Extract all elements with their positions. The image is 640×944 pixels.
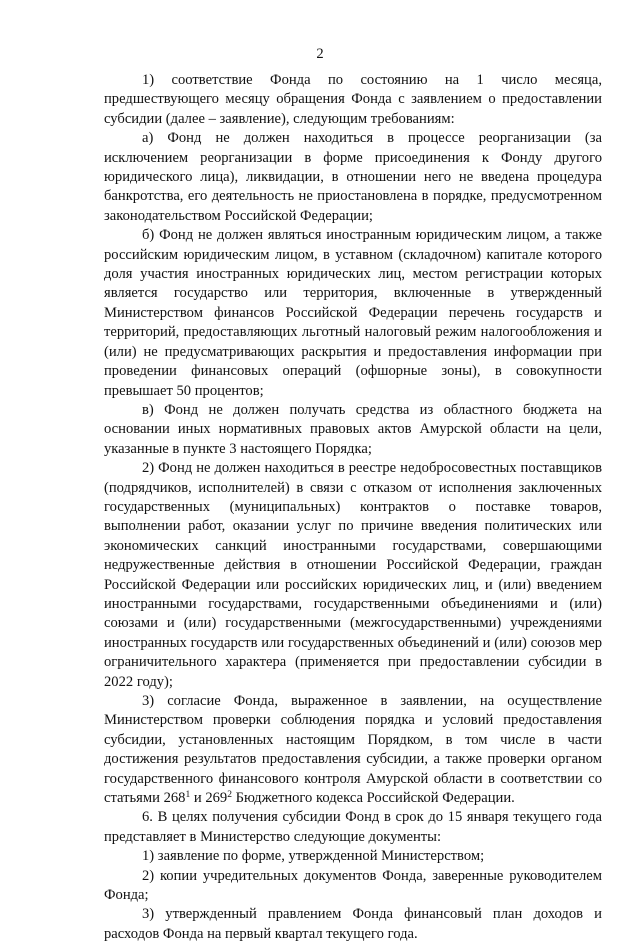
paragraph-requirement-1b: б) Фонд не должен являться иностранным юридическим лицом, а также российским юридическим лицом, в уставном (складочном) капитале которого доля участия иностранных юридических лиц, местом регистрации которых является государство или территория, включенные в утвержденный Министерством финансов Российской Федерации перечень государств и территорий, предоставляющих льготный налоговый режим налогообложения и (или) не предусматривающих раскрытия и предоставления информации при проведении финансовых операций (офшорные зоны), в совокупности превышает 50 процентов; [104, 227, 602, 399]
paragraph-requirement-3-mid: и 269 [190, 790, 228, 807]
paragraph-document-2: 2) копии учредительных документов Фонда, заверенные руководителем Фонда; [104, 867, 602, 904]
paragraph-requirement-3-text: 3) согласие Фонда, выраженное в заявлении, на осуществление Министерством проверки соблюдения порядка и условий предоставления субсидии, установленных настоящим Порядком, в том числе в части достижения результатов предоставления субсидии, а также проверки органом государственного финансового контроля Амурской области в соответствии со статьями 268 [104, 693, 602, 807]
article-269-superscript: 2 [227, 790, 232, 801]
paragraph-requirement-1c: в) Фонд не должен получать средства из областного бюджета на основании иных нормативных правовых актов Амурской области на цели, указанные в пункте 3 настоящего Порядка; [104, 401, 602, 457]
document-body [104, 71, 602, 944]
paragraph-requirement-3-end: Бюджетного кодекса Российской Федерации. [231, 790, 515, 807]
article-268-superscript: 1 [185, 790, 191, 801]
paragraph-document-1: 1) заявление по форме, утвержденной Министерством; [142, 848, 485, 865]
paragraph-section-6: 6. В целях получения субсидии Фонд в срок до 15 января текущего года представляет в Министерство следующие документы: [104, 809, 602, 845]
paragraph-requirement-1: 1) соответствие Фонда по состоянию на 1 число месяца, предшествующего месяцу обращения Фонда с заявлением о предоставлении субсидии (далее – заявление), следующим требованиям: [104, 72, 602, 127]
paragraph-requirement-2: 2) Фонд не должен находиться в реестре недобросовестных поставщиков (подрядчиков, исполнителей) в связи с отказом от исполнения заключенных государственных (муниципальных) контрактов о поставке товаров, выполнении работ, оказании услуг по причине введения политических или экономических санкций иностранными государствами, совершающими недружественные действия в отношении Российской Федерации, граждан Российской Федерации или российских юридических лиц, и (или) введением иностранными государствами, государственными объединениями и (или) союзами и (или) государственными (межгосударственными) учреждениями иностранных государств или государственных объединений и (или) союзов мер ограничительного характера (применяется при предоставлении субсидии в 2022 году); [104, 460, 602, 690]
paragraph-requirement-3 [104, 692, 602, 808]
paragraph-requirement-1a: а) Фонд не должен находиться в процессе реорганизации (за исключением реорганизации в форме присоединения к Фонду другого юридического лица), ликвидации, в отношении него не введена процедура банкротства, его деятельность не приостановлена в порядке, предусмотренном законодательством Российской Федерации; [104, 130, 602, 224]
paragraph-document-3: 3) утвержденный правлением Фонда финансовый план доходов и расходов Фонда на первый квартал текущего года. [104, 906, 602, 942]
page-number: 2 [316, 46, 324, 62]
